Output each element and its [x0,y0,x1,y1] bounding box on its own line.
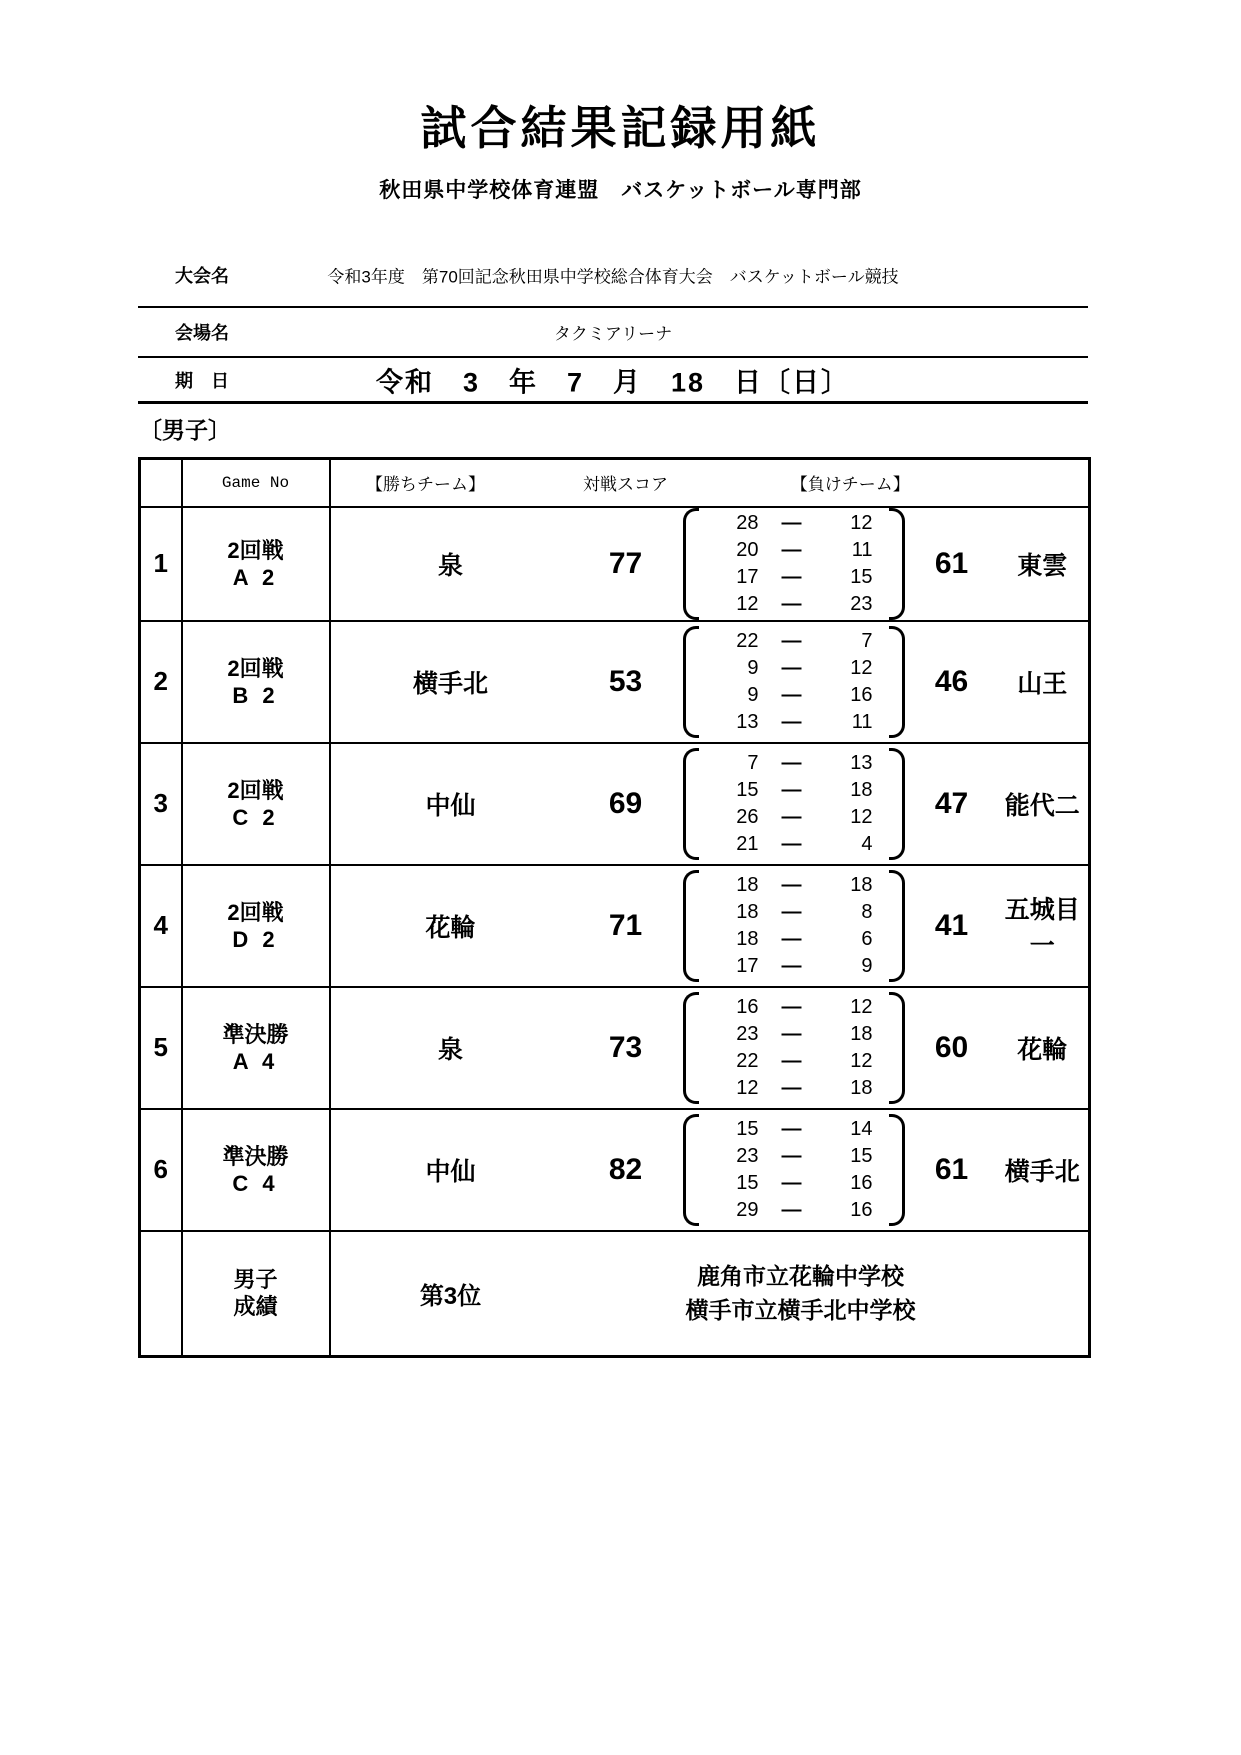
summary-result [331,1232,1089,1356]
quarter-loser-points: 18 [850,1076,873,1099]
table-header-row [140,459,1090,507]
quarter-line [713,899,889,926]
document-subtitle: 秋田県中学校体育連盟 バスケットボール専門部 [379,179,862,202]
bracket-close-icon [889,992,905,1104]
quarter-winner-points: 9 [747,683,759,706]
quarter-winner-points: 9 [747,656,759,679]
winner-name: 横手北 [412,669,488,698]
third-place-school-1: 鹿角市立花輪中学校 [697,1263,904,1290]
game-round: 準決勝 [222,1143,289,1169]
quarter-line [713,628,889,655]
table-row-game-2 [140,621,1090,743]
quarter-winner-points: 17 [736,565,759,588]
quarter-line [713,1116,889,1143]
header-blank-cell [140,459,182,507]
quarter-winner-points: 15 [736,1117,759,1140]
dash-icon: — [781,873,802,896]
quarter-loser-points: 11 [851,538,873,561]
dash-icon: — [781,832,802,855]
quarter-loser-points: 18 [850,1022,873,1045]
quarter-scores [699,1116,889,1224]
dash-icon: — [781,710,802,733]
summary-category-line2: 成績 [233,1294,278,1320]
game-number: 4 [140,865,182,987]
dash-icon: — [781,683,802,706]
dash-icon: — [781,1198,802,1221]
bracket-close-icon [889,1114,905,1226]
quarter-winner-points: 15 [736,778,759,801]
venue-label: 会場名 [175,323,229,343]
quarter-scores [699,994,889,1102]
quarter-loser-points: 8 [861,900,873,923]
header-labels [331,470,1089,495]
quarter-winner-points: 23 [736,1144,759,1167]
dash-icon: — [781,954,802,977]
loser-score: 41 [934,908,969,942]
quarter-winner-points: 22 [736,629,759,652]
bracket-close-icon [889,626,905,738]
quarter-scores [699,750,889,858]
quarter-line [713,682,889,709]
results-table [138,457,1091,1358]
dash-icon: — [781,900,802,923]
quarter-loser-points: 16 [850,683,873,706]
quarter-line [713,994,889,1021]
table-row-game-6 [140,1109,1090,1231]
winner-score: 69 [608,786,643,820]
quarter-line [713,537,889,564]
game-id-cell [182,621,330,743]
third-place-label: 第3位 [419,1282,482,1310]
quarter-loser-points: 12 [850,1049,873,1072]
loser-score: 46 [934,664,969,698]
loser-score: 61 [934,546,969,580]
loser-name: 能代二 [1004,791,1080,820]
game-id-cell [182,507,330,621]
game-code: B 2 [232,682,279,708]
third-place-school-2: 横手市立横手北中学校 [685,1297,916,1324]
loser-score: 60 [934,1030,969,1064]
dash-icon: — [781,592,802,615]
loser-name: 山王 [1017,669,1068,698]
winner-score: 77 [608,546,643,580]
tournament-label: 大会名 [175,266,229,286]
game-code: D 2 [232,926,279,952]
winner-score: 53 [608,664,643,698]
winner-score: 71 [608,908,643,942]
game-id-cell [182,987,330,1109]
quarter-winner-points: 12 [736,1076,759,1099]
summary-category-line1: 男子 [233,1267,278,1293]
dash-icon: — [781,511,802,534]
quarter-scores [699,628,889,736]
loser-name: 東雲 [1017,551,1068,580]
quarter-loser-points: 9 [861,954,873,977]
tournament-value: 令和3年度 第70回記念秋田県中学校総合体育大会 バスケットボール競技 [327,267,899,287]
quarter-winner-points: 29 [736,1198,759,1221]
quarter-loser-points: 15 [850,565,873,588]
loser-score: 47 [934,786,969,820]
game-round: 2回戦 [227,537,284,563]
quarter-loser-points: 18 [850,778,873,801]
date-row [138,358,1088,404]
quarter-scores [699,510,889,618]
header-winner-label: 【勝ちチーム】 [366,475,485,495]
game-number: 5 [140,987,182,1109]
quarter-winner-points: 12 [736,592,759,615]
quarter-winner-points: 23 [736,1022,759,1045]
bracket-open-icon [683,748,699,860]
quarter-loser-points: 15 [850,1144,873,1167]
quarter-line [713,777,889,804]
quarter-line [713,804,889,831]
quarter-winner-points: 18 [736,873,759,896]
game-number: 2 [140,621,182,743]
dash-icon: — [781,805,802,828]
winner-score: 73 [608,1030,643,1064]
dash-icon: — [781,1144,802,1167]
game-result [331,866,1089,986]
game-number: 6 [140,1109,182,1231]
bracket-close-icon [889,870,905,982]
quarter-loser-points: 18 [850,873,873,896]
game-result [331,988,1089,1108]
tournament-row [138,244,1088,308]
quarter-line [713,926,889,953]
header-game-no: Game No [182,459,330,507]
date-value: 令和 3 年 7 月 18 日〔日〕 [375,367,851,397]
bracket-open-icon [683,626,699,738]
quarter-line [713,1170,889,1197]
quarter-line [713,1048,889,1075]
quarter-winner-points: 20 [736,538,759,561]
game-id-cell [182,1109,330,1231]
game-round: 2回戦 [227,655,284,681]
quarter-winner-points: 16 [736,995,759,1018]
dash-icon: — [781,629,802,652]
third-place-schools [571,1259,1031,1327]
quarter-loser-points: 16 [850,1171,873,1194]
dash-icon: — [781,927,802,950]
quarter-line [713,831,889,858]
quarter-line [713,1075,889,1102]
summary-blank-cell [140,1231,182,1357]
game-code: A 4 [232,1048,279,1074]
bracket-close-icon [889,748,905,860]
section-label-boys: 〔男子〕 [139,417,231,443]
game-result [331,508,1089,620]
dash-icon: — [781,565,802,588]
bracket-open-icon [683,508,699,620]
quarter-loser-points: 23 [850,592,873,615]
venue-row [138,308,1088,358]
winner-name: 泉 [437,1035,463,1064]
quarter-loser-points: 13 [850,751,873,774]
quarter-loser-points: 6 [861,927,873,950]
game-round: 2回戦 [227,777,284,803]
loser-name: 五城目一 [1004,895,1080,960]
dash-icon: — [781,995,802,1018]
quarter-line [713,953,889,980]
quarter-line [713,591,889,618]
quarter-loser-points: 7 [861,629,873,652]
quarter-loser-points: 12 [850,511,873,534]
quarter-loser-points: 11 [851,710,873,733]
dash-icon: — [781,751,802,774]
game-code: A 2 [232,564,279,590]
quarter-line [713,1197,889,1224]
quarter-line [713,655,889,682]
table-row-game-1 [140,507,1090,621]
table-row-game-4 [140,865,1090,987]
dash-icon: — [781,1022,802,1045]
dash-icon: — [781,1117,802,1140]
quarter-winner-points: 18 [736,927,759,950]
bracket-open-icon [683,992,699,1104]
game-round: 準決勝 [222,1021,289,1047]
quarter-winner-points: 13 [736,710,759,733]
quarter-loser-points: 14 [850,1117,873,1140]
bracket-close-icon [889,508,905,620]
winner-name: 花輪 [425,913,476,942]
loser-score: 61 [934,1152,969,1186]
summary-row [140,1231,1090,1357]
game-result [331,622,1089,742]
document-title: 試合結果記録用紙 [420,102,821,154]
loser-name: 横手北 [1004,1157,1080,1186]
quarter-winner-points: 18 [736,900,759,923]
quarter-loser-points: 4 [861,832,873,855]
game-round: 2回戦 [227,899,284,925]
quarter-winner-points: 26 [736,805,759,828]
dash-icon: — [781,1076,802,1099]
winner-name: 中仙 [425,1157,476,1186]
winner-score: 82 [608,1152,643,1186]
header-score-label: 対戦スコア [583,475,668,495]
game-result [331,744,1089,864]
quarter-line [713,1021,889,1048]
quarter-loser-points: 16 [850,1198,873,1221]
meta-section [138,244,1088,404]
winner-name: 中仙 [425,791,476,820]
dash-icon: — [781,1171,802,1194]
game-code: C 4 [232,1170,279,1196]
quarter-loser-points: 12 [850,805,873,828]
table-row-game-5 [140,987,1090,1109]
quarter-line [713,564,889,591]
quarter-loser-points: 12 [850,995,873,1018]
quarter-line [713,510,889,537]
table-row-game-3 [140,743,1090,865]
quarter-winner-points: 21 [736,832,759,855]
quarter-winner-points: 7 [747,751,759,774]
quarter-scores [699,872,889,980]
summary-category-cell [182,1231,330,1357]
date-label: 期 日 [175,370,229,391]
quarter-line [713,872,889,899]
winner-name: 泉 [437,551,463,580]
bracket-open-icon [683,1114,699,1226]
venue-value: タクミアリーナ [553,324,673,344]
bracket-open-icon [683,870,699,982]
game-id-cell [182,865,330,987]
quarter-winner-points: 17 [736,954,759,977]
quarter-winner-points: 22 [736,1049,759,1072]
quarter-line [713,750,889,777]
quarter-winner-points: 28 [736,511,759,534]
quarter-line [713,1143,889,1170]
game-number: 1 [140,507,182,621]
dash-icon: — [781,656,802,679]
dash-icon: — [781,778,802,801]
game-result [331,1110,1089,1230]
game-code: C 2 [232,804,279,830]
game-number: 3 [140,743,182,865]
loser-name: 花輪 [1017,1035,1068,1064]
quarter-loser-points: 12 [850,656,873,679]
quarter-line [713,709,889,736]
dash-icon: — [781,1049,802,1072]
dash-icon: — [781,538,802,561]
quarter-winner-points: 15 [736,1171,759,1194]
game-id-cell [182,743,330,865]
header-loser-label: 【負けチーム】 [790,475,910,495]
